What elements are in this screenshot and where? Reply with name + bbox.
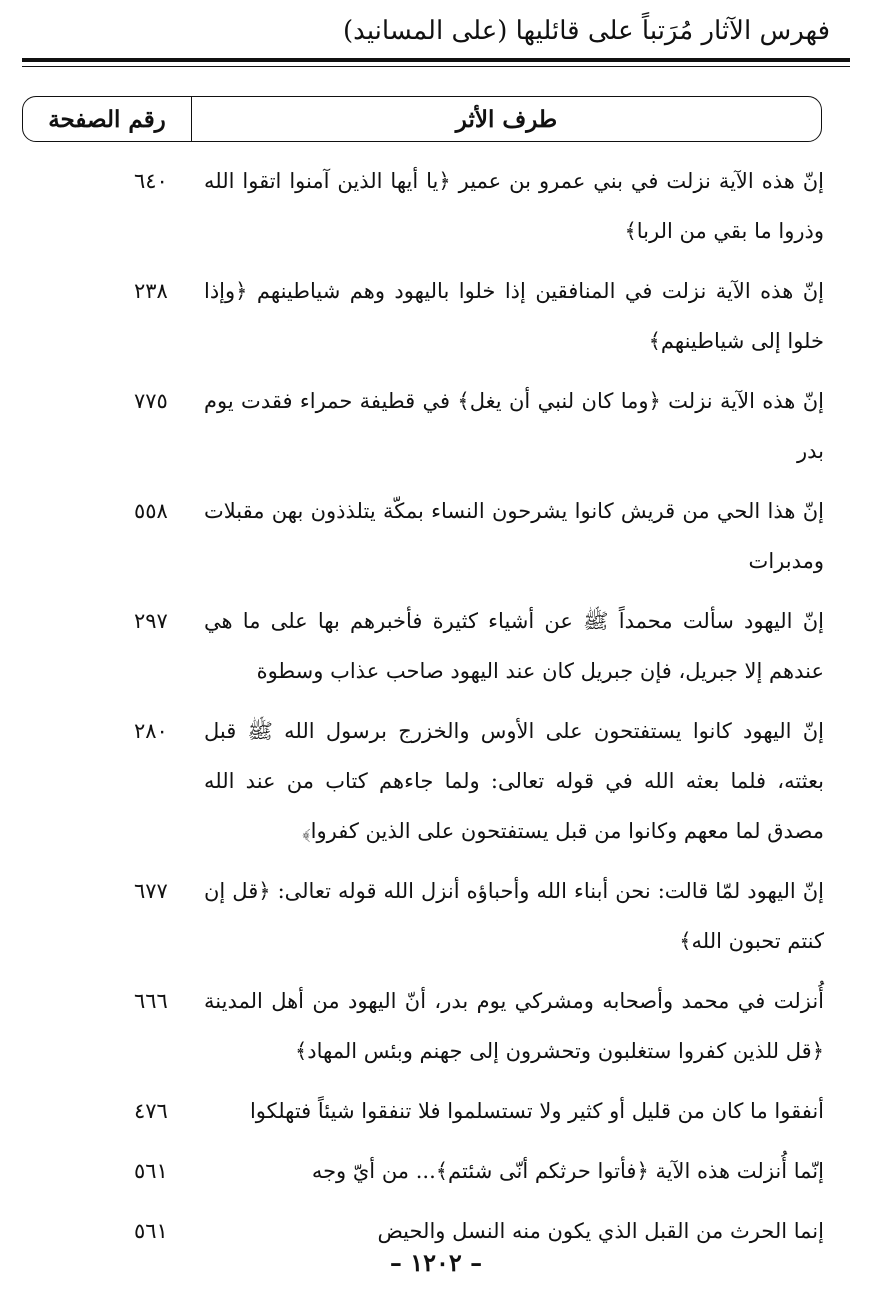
entry-page-number: ٦٤٠ xyxy=(134,169,168,193)
entry-page-number: ٢٩٧ xyxy=(134,609,168,633)
running-header: فهرس الآثار مُرَتباً على قائليها (على المسانيد) xyxy=(343,16,830,46)
entry-text: إنّ اليهود سألت محمداً ﷺ عن أشياء كثيرة فأخبرهم بها على ما هي عندهم إلا جبريل، فإن جبريل كان عند اليهود صاحب عذاب وسطوة xyxy=(204,609,824,683)
entry-text: إنّ هذه الآية نزلت في بني عمرو بن عمير ﴿يا أيها الذين آمنوا اتقوا الله وذروا ما بقي من الربا﴾ xyxy=(204,169,824,243)
entry-text: أُنزلت في محمد وأصحابه ومشركي يوم بدر، أنّ اليهود من أهل المدينة ﴿قل للذين كفروا ستغلبون وتحشرون إلى جهنم وبئس المهاد﴾ xyxy=(204,989,824,1063)
entry-text: إنّما أُنزلت هذه الآية ﴿فأتوا حرثكم أنّى شئتم﴾... من أيّ وجه xyxy=(311,1159,824,1183)
entry-text: إنّ هذا الحي من قريش كانوا يشرحون النساء بمكّة يتلذذون بهن مقبلات ومدبرات xyxy=(204,499,824,573)
index-entry xyxy=(34,156,824,256)
entry-text: إنما الحرث من القبل الذي يكون منه النسل والحيض xyxy=(377,1219,824,1243)
page-number: – ١٢٠٢ – xyxy=(389,1248,483,1277)
index-entry xyxy=(34,866,824,966)
index-entries xyxy=(34,156,824,1266)
index-entry xyxy=(34,706,824,856)
table-header xyxy=(22,96,822,142)
index-entry xyxy=(34,266,824,366)
column-header-page: رقم الصفحة xyxy=(23,97,192,141)
header-rule-thick xyxy=(22,58,850,62)
entry-page-number: ٦٦٦ xyxy=(134,989,168,1013)
entry-page-number: ٥٥٨ xyxy=(134,499,168,523)
index-entry xyxy=(34,1086,824,1136)
index-entry xyxy=(34,596,824,696)
index-entry xyxy=(34,976,824,1076)
entry-page-number: ٢٨٠ xyxy=(134,719,168,743)
column-header-athar: طرف الأثر xyxy=(455,105,558,133)
entry-text: إنّ اليهود لمّا قالت: نحن أبناء الله وأحباؤه أنزل الله قوله تعالى: ﴿قل إن كنتم تحبون الله﴾ xyxy=(204,879,824,953)
entry-text: إنّ هذه الآية نزلت ﴿وما كان لنبي أن يغل﴾ في قطيفة حمراء فقدت يوم بدر xyxy=(204,389,824,463)
index-entry xyxy=(34,486,824,586)
entry-text: أنفقوا ما كان من قليل أو كثير ولا تستسلموا فلا تنفقوا شيئاً فتهلكوا xyxy=(249,1099,824,1123)
entry-page-number: ٤٧٦ xyxy=(134,1099,168,1123)
index-entry xyxy=(34,376,824,476)
entry-page-number: ٥٦١ xyxy=(134,1219,168,1243)
index-entry xyxy=(34,1146,824,1196)
header-rule-thin xyxy=(22,66,850,67)
entry-text: إنّ هذه الآية نزلت في المنافقين إذا خلوا باليهود وهم شياطينهم ﴿وإذا خلوا إلى شياطينهم﴾ xyxy=(204,279,825,353)
entry-page-number: ٦٧٧ xyxy=(134,879,168,903)
entry-page-number: ٧٧٥ xyxy=(134,389,168,413)
entry-page-number: ٥٦١ xyxy=(134,1159,168,1183)
entry-page-number: ٢٣٨ xyxy=(134,279,168,303)
entry-text: إنّ اليهود كانوا يستفتحون على الأوس والخزرج برسول الله ﷺ قبل بعثته، فلما بعثه الله في قوله تعالى: ولما جاءهم كتاب من عند الله مصدق لما معهم وكانوا من قبل يستفتحون على الذين كفروا﴾ xyxy=(204,719,824,843)
